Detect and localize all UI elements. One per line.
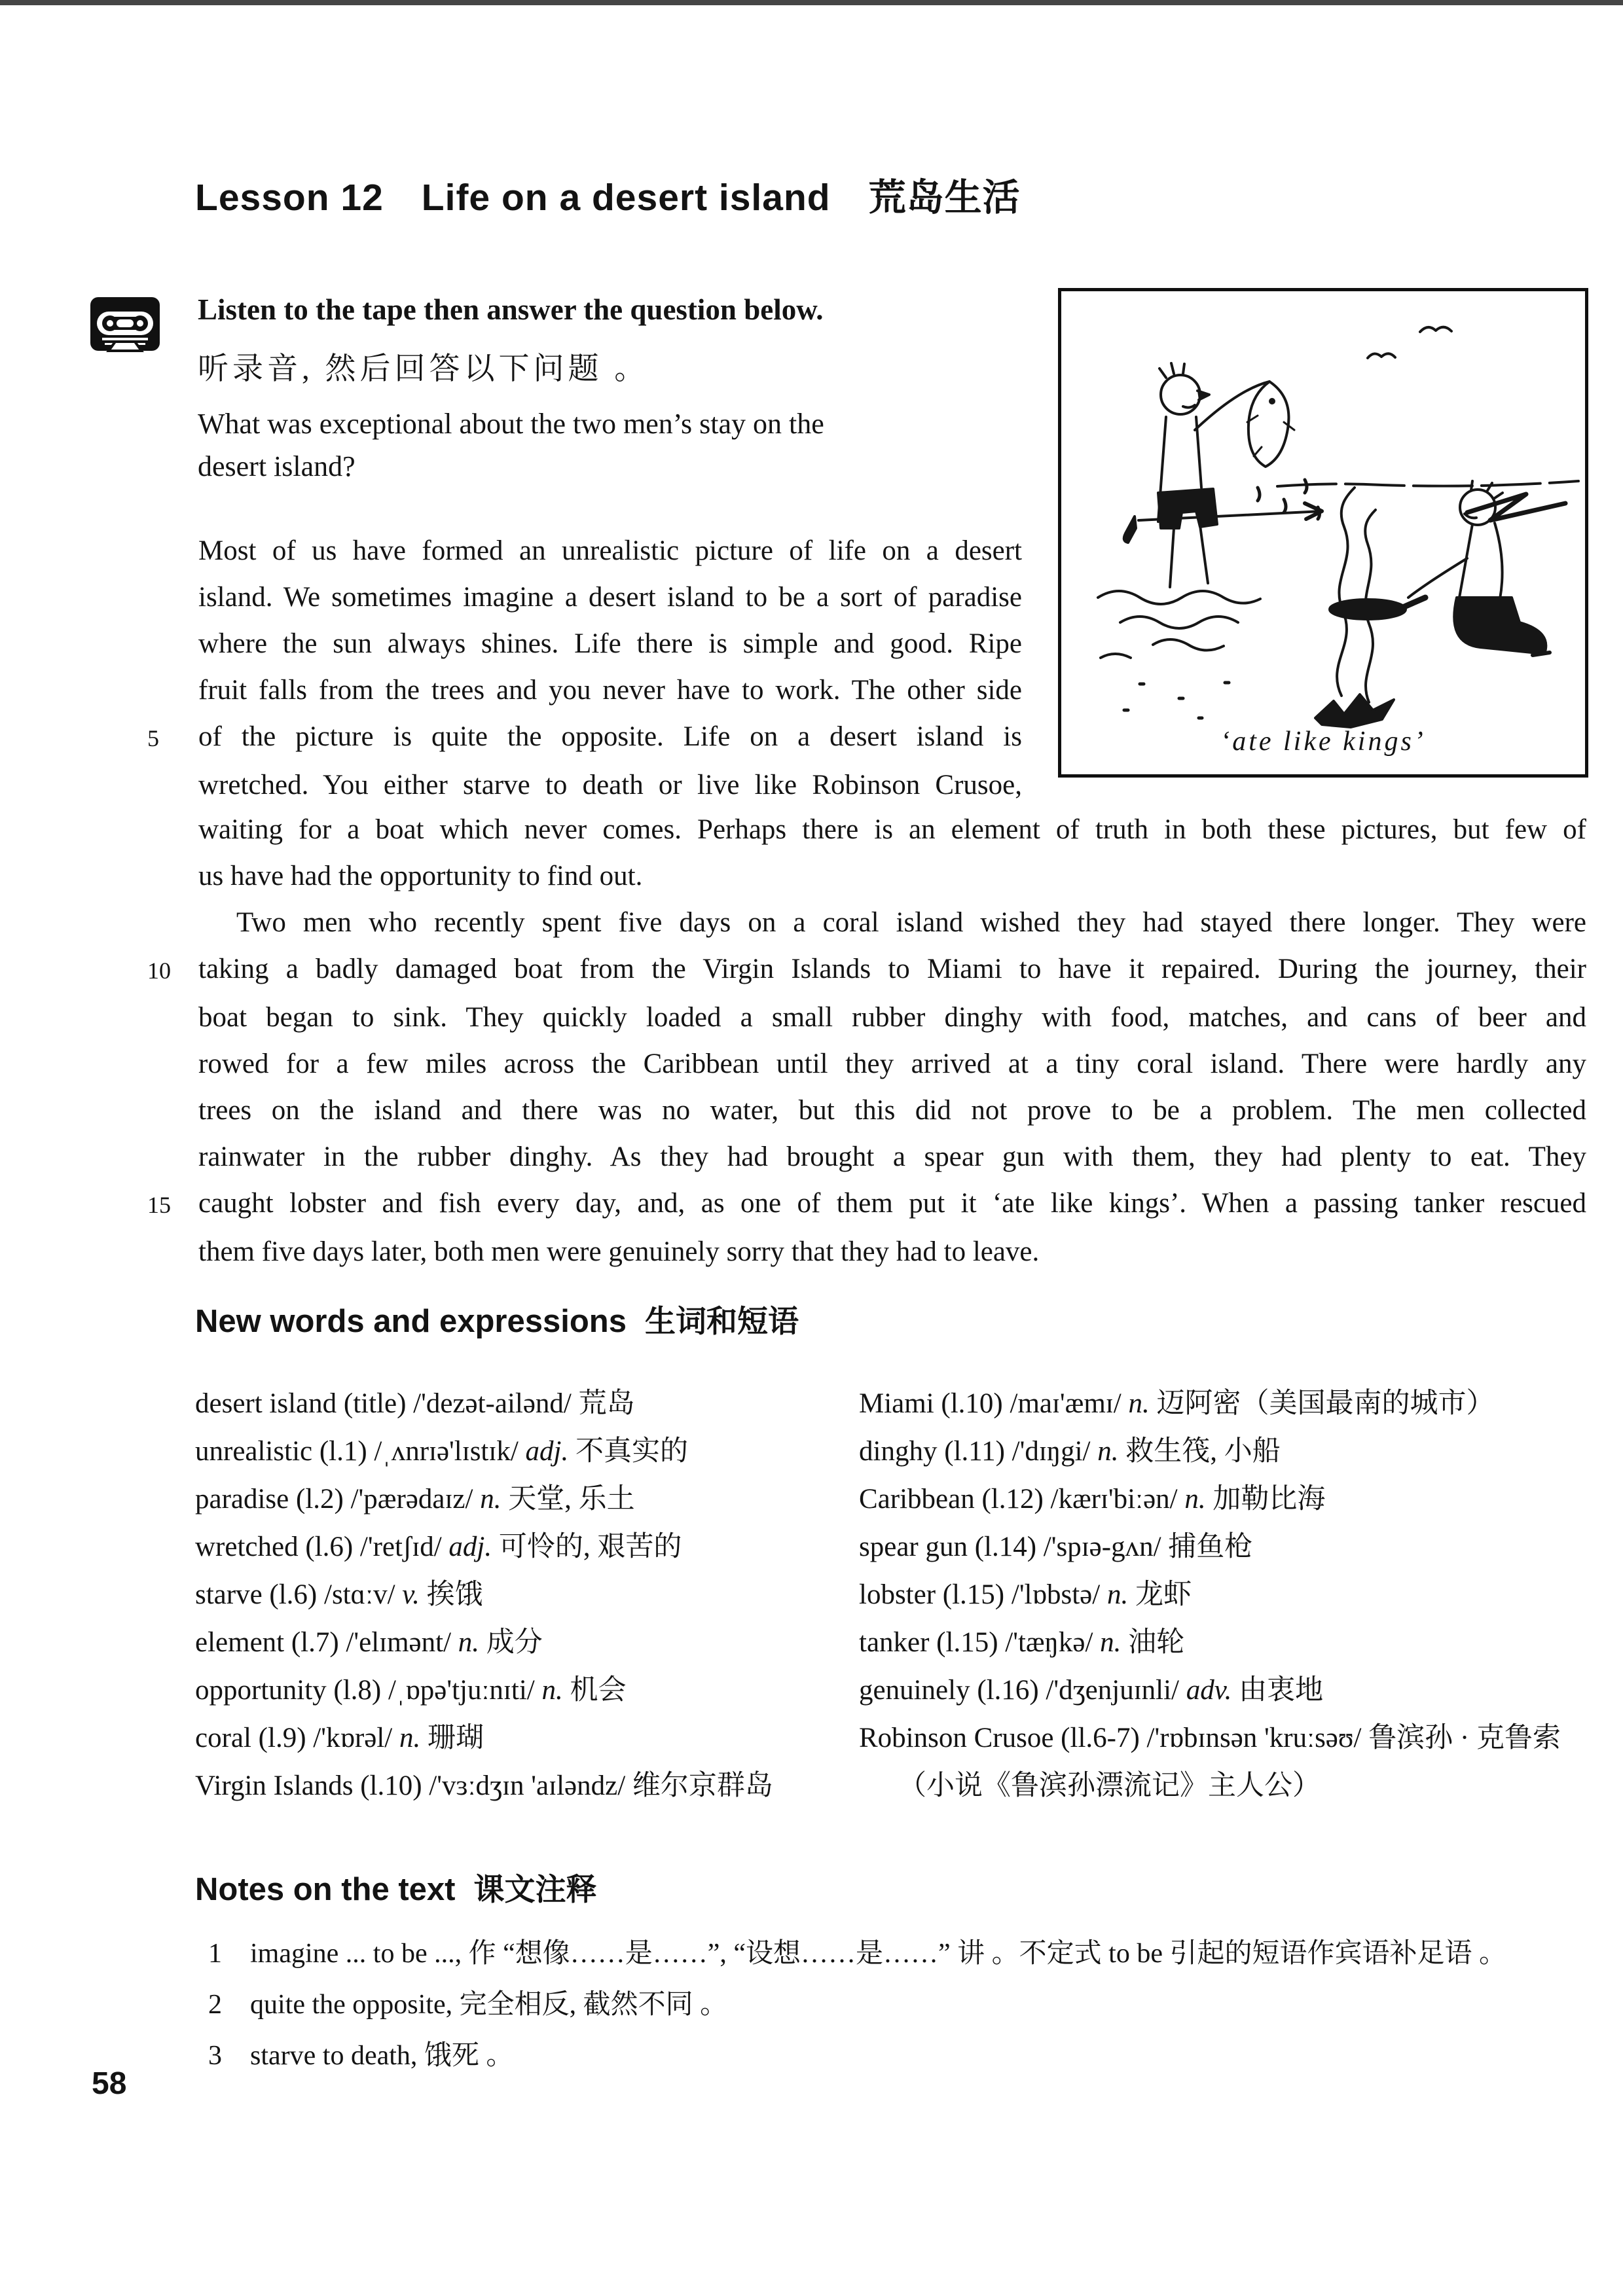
note-item [208, 2033, 1583, 2079]
vocab-part-of-speech: n. [1128, 1388, 1150, 1419]
vocab-entry [859, 1666, 1563, 1714]
passage-narrow-column [147, 528, 1022, 808]
passage-line-number: 15 [147, 1192, 171, 1218]
notes-list [208, 1931, 1583, 2084]
lesson-title-en: Life on a desert island [421, 177, 831, 219]
section-heading-new-words [195, 1297, 799, 1341]
passage-line-text: caught lobster and fish every day, and, as one of them put it ‘ate like kings’. When a passing tanker rescued [198, 1188, 1586, 1219]
passage-line-text: fruit falls from the trees and you never have to work. The other side [198, 675, 1022, 706]
vocab-entry [195, 1619, 837, 1666]
vocab-column-right [859, 1380, 1563, 1810]
vocab-entry [859, 1427, 1563, 1475]
passage-line [147, 528, 1022, 574]
vocab-translation-zh: 挨饿 [419, 1579, 483, 1610]
cassette-tape-icon [89, 296, 161, 357]
passage-line-text: of the picture is quite the opposite. Life on a desert island is [198, 721, 1022, 752]
passage-line-number: 5 [147, 725, 159, 751]
vocab-translation-zh: 救生筏, 小船 [1118, 1436, 1281, 1467]
vocab-translation-zh: 可怜的, 艰苦的 [492, 1532, 682, 1562]
section-heading-notes-en: Notes on the text [195, 1872, 456, 1907]
passage-line [147, 994, 1586, 1041]
passage-line [147, 1134, 1586, 1180]
vocab-word-phonetic: element (l.7) /'elɪmənt/ [195, 1627, 458, 1658]
passage-line-number [147, 1041, 198, 1087]
passage-line [147, 1229, 1586, 1275]
listen-block [198, 292, 1036, 488]
page-number: 58 [92, 2066, 127, 2101]
vocab-word-phonetic: tanker (l.15) /'tæŋkə/ [859, 1627, 1101, 1658]
vocab-word-phonetic: paradise (l.2) /'pærədaɪz/ [195, 1484, 481, 1515]
passage-line-number [147, 620, 198, 667]
vocab-entry [195, 1714, 837, 1762]
vocab-entry [195, 1523, 837, 1571]
passage-line-number [147, 528, 198, 574]
listen-instruction-zh: 听录音, 然后回答以下问题 。 [198, 352, 649, 386]
vocab-translation-zh: 油轮 [1121, 1627, 1185, 1658]
vocab-translation-zh: 捕鱼枪 [1168, 1532, 1253, 1562]
passage-line-text: trees on the island and there was no water, but this did not prove to be a problem. The men collected [198, 1095, 1586, 1126]
passage-line-number: 10 [147, 958, 171, 984]
passage-line-number [147, 899, 198, 946]
passage-line [147, 620, 1022, 667]
vocab-entry [195, 1762, 837, 1810]
cartoon-drawing [1061, 291, 1585, 774]
vocab-translation-zh: 维尔京群岛 [632, 1770, 773, 1801]
section-heading-new-words-en: New words and expressions [195, 1304, 627, 1339]
vocab-translation-zh: 鲁滨孙 · 克鲁索（小说《鲁滨孙漂流记》主人公） [898, 1723, 1561, 1801]
page-top-scan-edge [0, 0, 1623, 5]
passage-line-text: rowed for a few miles across the Caribbean until they arrived at a tiny coral island. There were hardly any [198, 1049, 1586, 1079]
passage-line [147, 1087, 1586, 1134]
passage-line-number [147, 1134, 198, 1180]
vocab-entry [195, 1427, 837, 1475]
vocab-translation-zh: 成分 [479, 1627, 543, 1658]
vocab-word-phonetic: Caribbean (l.12) /kærɪ'biːən/ [859, 1484, 1185, 1515]
vocab-part-of-speech: n. [541, 1675, 563, 1706]
vocab-entry [859, 1380, 1563, 1427]
cartoon-caption: ‘ate like kings’ [1220, 726, 1426, 757]
passage-line [147, 762, 1022, 808]
passage-line [147, 574, 1022, 620]
passage-line [147, 667, 1022, 713]
vocab-word-phonetic: dinghy (l.11) /'dɪŋgi/ [859, 1436, 1098, 1467]
passage-line-text: them five days later, both men were genuinely sorry that they had to leave. [198, 1236, 1040, 1267]
listen-question [198, 403, 1036, 488]
vocab-column-left [195, 1380, 837, 1810]
note-text: quite the opposite, 完全相反, 截然不同 。 [250, 1990, 728, 2020]
vocab-part-of-speech: adj. [525, 1436, 569, 1467]
vocab-word-phonetic: Miami (l.10) /maɪ'æmɪ/ [859, 1388, 1129, 1419]
passage-line-text: wretched. You either starve to death or live like Robinson Crusoe, [198, 770, 1022, 800]
vocab-part-of-speech: n. [1184, 1484, 1206, 1515]
lesson-title-zh: 荒岛生活 [868, 176, 1021, 219]
vocab-entry [195, 1380, 837, 1427]
vocab-word-phonetic: opportunity (l.8) /ˌɒpə'tjuːnɪti/ [195, 1675, 542, 1706]
passage-line [147, 806, 1586, 853]
note-text: starve to death, 饿死 。 [250, 2041, 514, 2071]
vocab-part-of-speech: n. [480, 1484, 501, 1515]
passage-line-number [147, 806, 198, 853]
vocab-translation-zh: 天堂, 乐土 [501, 1484, 635, 1515]
cartoon-figure [1058, 288, 1588, 778]
vocab-entry [195, 1475, 837, 1523]
note-item [208, 1982, 1583, 2028]
vocab-part-of-speech: v. [402, 1579, 420, 1610]
passage-line-text: island. We sometimes imagine a desert island to be a sort of paradise [198, 582, 1022, 613]
vocab-entry [859, 1619, 1563, 1666]
passage-full-width [147, 806, 1586, 1275]
passage-line [147, 1041, 1586, 1087]
vocab-entry [859, 1571, 1563, 1619]
note-item [208, 1931, 1583, 1977]
listen-question-line2: desert island? [198, 450, 356, 482]
vocab-translation-zh: 龙虾 [1128, 1579, 1192, 1610]
passage-line-text: where the sun always shines. Life there is simple and good. Ripe [198, 628, 1022, 659]
note-number: 2 [208, 1990, 222, 2020]
vocab-word-phonetic: genuinely (l.16) /'dʒenjuɪnli/ [859, 1675, 1186, 1706]
vocab-entry [859, 1714, 1563, 1810]
vocab-part-of-speech: n. [1100, 1627, 1122, 1658]
section-heading-notes-zh: 课文注释 [473, 1872, 597, 1907]
passage-line-text: taking a badly damaged boat from the Virgin Islands to Miami to have it repaired. During the journey, their [198, 954, 1586, 984]
vocab-word-phonetic: Virgin Islands (l.10) /'vɜːdʒɪn 'aɪləndz/ [195, 1770, 632, 1801]
vocab-part-of-speech: n. [1106, 1579, 1129, 1610]
vocab-part-of-speech: adj. [448, 1532, 492, 1562]
vocab-word-phonetic: spear gun (l.14) /'spɪə-gʌn/ [859, 1532, 1169, 1562]
vocab-word-phonetic: wretched (l.6) /'retʃɪd/ [195, 1532, 449, 1562]
vocab-translation-zh: 珊瑚 [420, 1723, 484, 1753]
vocab-part-of-speech: n. [1097, 1436, 1119, 1467]
passage-line-text: us have had the opportunity to find out. [198, 861, 643, 891]
section-heading-new-words-zh: 生词和短语 [645, 1304, 799, 1338]
note-text: imagine ... to be ..., 作 “想像……是……”, “设想……是……” 讲 。不定式 to be 引起的短语作宾语补足语 。 [250, 1939, 1506, 1969]
page-title [195, 168, 1021, 221]
passage-line-number [147, 762, 198, 808]
passage-line-text: Most of us have formed an unrealistic picture of life on a desert [198, 535, 1022, 566]
section-heading-notes [195, 1865, 596, 1909]
listen-instruction: Listen to the tape then answer the question below. [198, 293, 824, 326]
passage-line [147, 713, 1022, 762]
vocab-part-of-speech: n. [458, 1627, 480, 1658]
vocab-translation-zh: 加勒比海 [1205, 1484, 1326, 1515]
vocab-word-phonetic: coral (l.9) /'kɒrəl/ [195, 1723, 400, 1753]
vocab-word-phonetic: Robinson Crusoe (ll.6-7) /'rɒbɪnsən 'kruːsəʊ/ [859, 1723, 1369, 1753]
lesson-number: Lesson 12 [195, 177, 384, 219]
passage-line-text: Two men who recently spent five days on a coral island wished they had stayed there longer. They were [236, 907, 1586, 938]
passage-line-number [147, 667, 198, 713]
vocab-word-phonetic: desert island (title) /'dezət-ailənd/ [195, 1388, 579, 1419]
vocab-translation-zh: 不真实的 [568, 1436, 688, 1467]
passage-line-number [147, 853, 198, 899]
vocab-translation-zh: 荒岛 [578, 1388, 635, 1419]
vocab-entry [859, 1523, 1563, 1571]
passage-line-text: waiting for a boat which never comes. Perhaps there is an element of truth in both these pictures, but few of [198, 814, 1586, 845]
note-number: 3 [208, 2041, 222, 2071]
passage-line [147, 1180, 1586, 1229]
passage-line-number [147, 1087, 198, 1134]
vocab-translation-zh: 机会 [562, 1675, 627, 1706]
vocab-translation-zh: 由衷地 [1231, 1675, 1324, 1706]
vocab-translation-zh: 迈阿密（美国最南的城市） [1149, 1388, 1495, 1419]
vocab-part-of-speech: n. [399, 1723, 421, 1753]
listen-question-line1: What was exceptional about the two men’s stay on the [198, 408, 824, 440]
vocab-entry [859, 1475, 1563, 1523]
passage-line [147, 853, 1586, 899]
vocab-part-of-speech: adv. [1186, 1675, 1232, 1706]
vocab-word-phonetic: starve (l.6) /stɑːv/ [195, 1579, 403, 1610]
passage-line [147, 946, 1586, 994]
vocab-entry [195, 1666, 837, 1714]
note-number: 1 [208, 1939, 222, 1969]
vocab-word-phonetic: unrealistic (l.1) /ˌʌnrɪə'lɪstɪk/ [195, 1436, 526, 1467]
vocab-word-phonetic: lobster (l.15) /'lɒbstə/ [859, 1579, 1107, 1610]
passage-line-text: rainwater in the rubber dinghy. As they had brought a spear gun with them, they had plenty to eat. They [198, 1141, 1586, 1172]
passage-line-number [147, 574, 198, 620]
passage-line-number [147, 1229, 198, 1275]
vocab-entry [195, 1571, 837, 1619]
passage-line-text: boat began to sink. They quickly loaded a small rubber dinghy with food, matches, and cans of beer and [198, 1002, 1586, 1033]
passage-line-number [147, 994, 198, 1041]
passage-line [147, 899, 1586, 946]
